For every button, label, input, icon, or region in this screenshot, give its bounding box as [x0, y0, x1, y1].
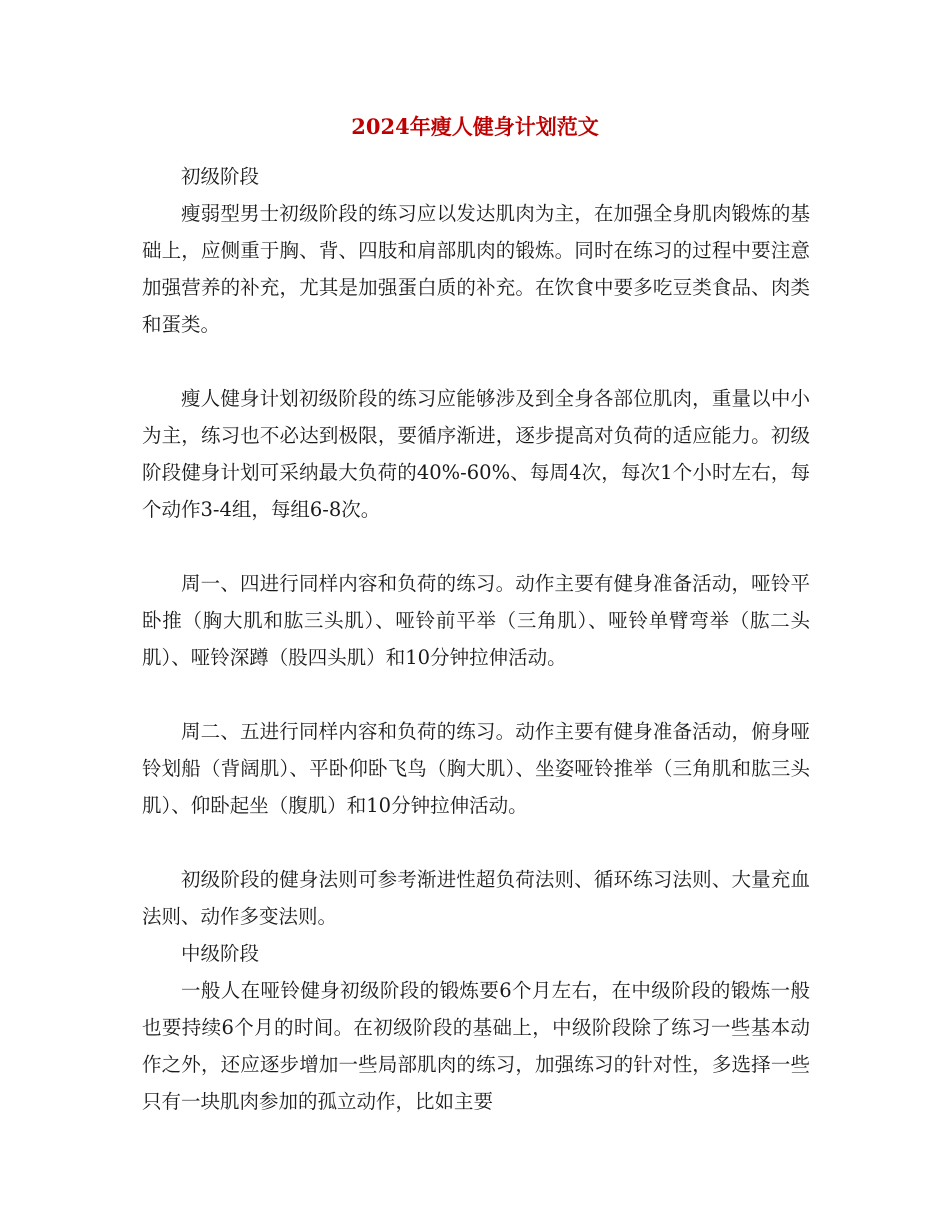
paragraph-gap: [142, 824, 810, 861]
paragraph-beginner-1: 瘦弱型男士初级阶段的练习应以发达肌肉为主，在加强全身肌肉锻炼的基础上，应侧重于胸、背、四肢和肩部肌肉的锻炼。同时在练习的过程中要注意加强营养的补充，尤其是加强蛋白质的补充。在饮食中要多吃豆类食品、肉类和蛋类。: [142, 202, 810, 336]
paragraph-gap: [142, 676, 810, 713]
paragraph-gap: [142, 528, 810, 565]
section-heading-intermediate: 中级阶段: [181, 942, 260, 965]
paragraph-intermediate-1: 一般人在哑铃健身初级阶段的锻炼要6个月左右，在中级阶段的锻炼一般也要持续6个月的时间。在初级阶段的基础上，中级阶段除了练习一些基本动作之外，还应逐步增加一些局部肌肉的练习，加强练习的针对性，多选择一些只有一块肌肉参加的孤立动作，比如主要: [142, 979, 810, 1113]
document-title: 2024年瘦人健身计划范文: [351, 114, 599, 139]
paragraph-beginner-2: 瘦人健身计划初级阶段的练习应能够涉及到全身各部位肌肉，重量以中小为主，练习也不必达到极限，要循序渐进，逐步提高对负荷的适应能力。初级阶段健身计划可采纳最大负荷的40%-60%、每周4次，每次1个小时左右，每个动作3-4组，每组6-8次。: [142, 387, 810, 521]
paragraph-beginner-5: 初级阶段的健身法则可参考渐进性超负荷法则、循环练习法则、大量充血法则、动作多变法则。: [142, 868, 810, 928]
document-body: [142, 158, 810, 1120]
section-heading-beginner: 初级阶段: [181, 165, 260, 188]
paragraph-gap: [142, 343, 810, 380]
paragraph-beginner-4: 周二、五进行同样内容和负荷的练习。动作主要有健身准备活动，俯身哑铃划船（背阔肌）、平卧仰卧飞鸟（胸大肌）、坐姿哑铃推举（三角肌和肱三头肌）、仰卧起坐（腹肌）和10分钟拉伸活动。: [142, 720, 810, 817]
paragraph-beginner-3: 周一、四进行同样内容和负荷的练习。动作主要有健身准备活动，哑铃平卧推（胸大肌和肱三头肌）、哑铃前平举（三角肌）、哑铃单臂弯举（肱二头肌）、哑铃深蹲（股四头肌）和10分钟拉伸活动。: [142, 572, 810, 669]
